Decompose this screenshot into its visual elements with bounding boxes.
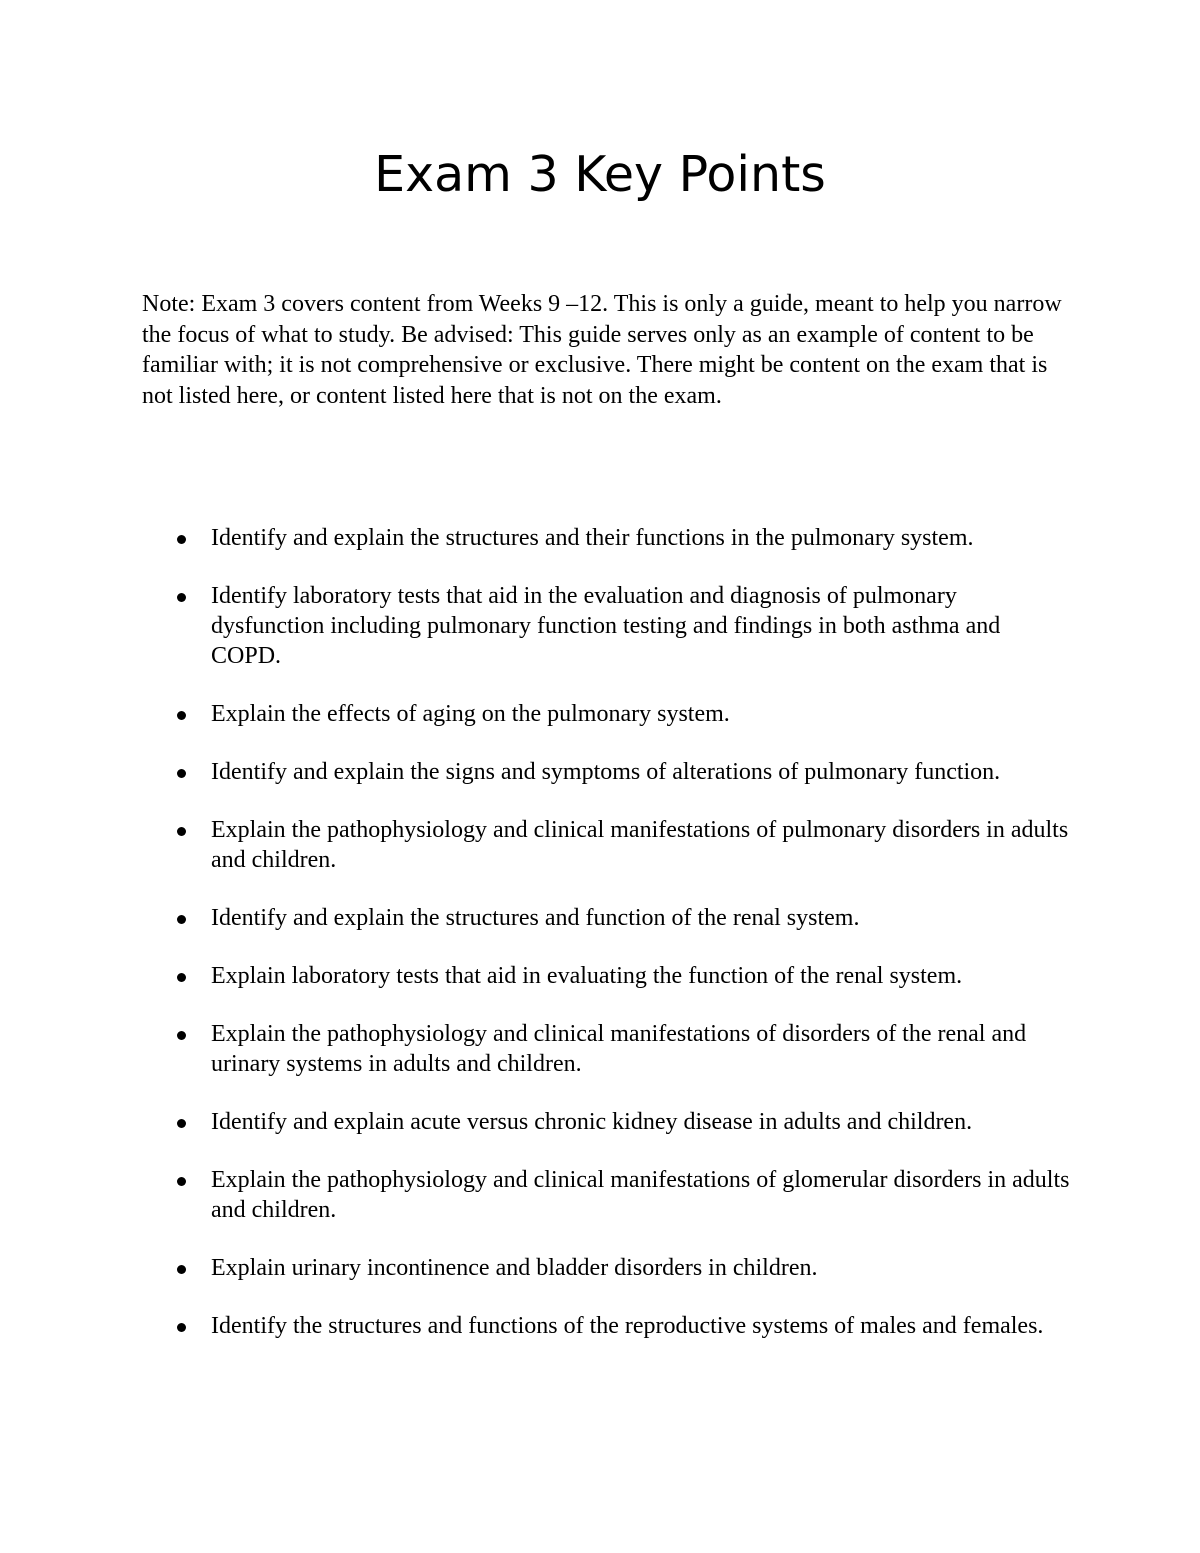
bullet-icon xyxy=(177,1177,186,1186)
list-item xyxy=(0,1253,1071,1283)
bullet-icon xyxy=(177,593,186,602)
list-item xyxy=(0,523,1071,553)
key-point-text: Explain the pathophysiology and clinical manifestations of glomerular disorders in adults and children. xyxy=(211,1167,1070,1223)
key-point-text: Explain the effects of aging on the pulmonary system. xyxy=(211,701,730,727)
key-point-text: Explain the pathophysiology and clinical manifestations of pulmonary disorders in adults and children. xyxy=(211,817,1069,873)
bullet-icon xyxy=(177,915,186,924)
key-point-text: Identify and explain the structures and their functions in the pulmonary system. xyxy=(211,525,974,551)
bullet-icon xyxy=(177,769,186,778)
key-point-text: Explain laboratory tests that aid in evaluating the function of the renal system. xyxy=(211,963,963,989)
key-point-text: Identify and explain the structures and function of the renal system. xyxy=(211,905,860,931)
list-item xyxy=(0,699,1071,729)
list-item xyxy=(0,757,1071,787)
key-point-text: Explain urinary incontinence and bladder disorders in children. xyxy=(211,1255,818,1281)
list-item xyxy=(0,1165,1071,1225)
list-item xyxy=(0,815,1071,875)
list-item xyxy=(0,1107,1071,1137)
bullet-icon xyxy=(177,1323,186,1332)
key-point-text: Identify and explain acute versus chronic kidney disease in adults and children. xyxy=(211,1109,973,1135)
list-item xyxy=(0,903,1071,933)
bullet-icon xyxy=(177,827,186,836)
bullet-icon xyxy=(177,1265,186,1274)
bullet-icon xyxy=(177,973,186,982)
list-item xyxy=(0,581,1071,671)
note-paragraph: Note: Exam 3 covers content from Weeks 9 –12. This is only a guide, meant to help you narrow the focus of what to study. Be advised: This guide serves only as an example of content to be familiar with; it is not comprehensive or exclusive. There might be content on the exam that is not listed here, or content listed here that is not on the exam. xyxy=(142,291,1062,409)
bullet-icon xyxy=(177,535,186,544)
key-points-list xyxy=(0,523,1200,1369)
document-title: Exam 3 Key Points xyxy=(374,146,826,203)
bullet-icon xyxy=(177,1031,186,1040)
key-point-text: Identify and explain the signs and symptoms of alterations of pulmonary function. xyxy=(211,759,1001,785)
bullet-icon xyxy=(177,1119,186,1128)
key-point-text: Identify laboratory tests that aid in the evaluation and diagnosis of pulmonary dysfunction including pulmonary function testing and findings in both asthma and COPD. xyxy=(211,583,1001,669)
key-point-text: Identify the structures and functions of the reproductive systems of males and females. xyxy=(211,1313,1044,1339)
key-point-text: Explain the pathophysiology and clinical manifestations of disorders of the renal and urinary systems in adults and children. xyxy=(211,1021,1027,1077)
list-item xyxy=(0,1019,1071,1079)
list-item xyxy=(0,961,1071,991)
bullet-icon xyxy=(177,711,186,720)
list-item xyxy=(0,1311,1071,1341)
